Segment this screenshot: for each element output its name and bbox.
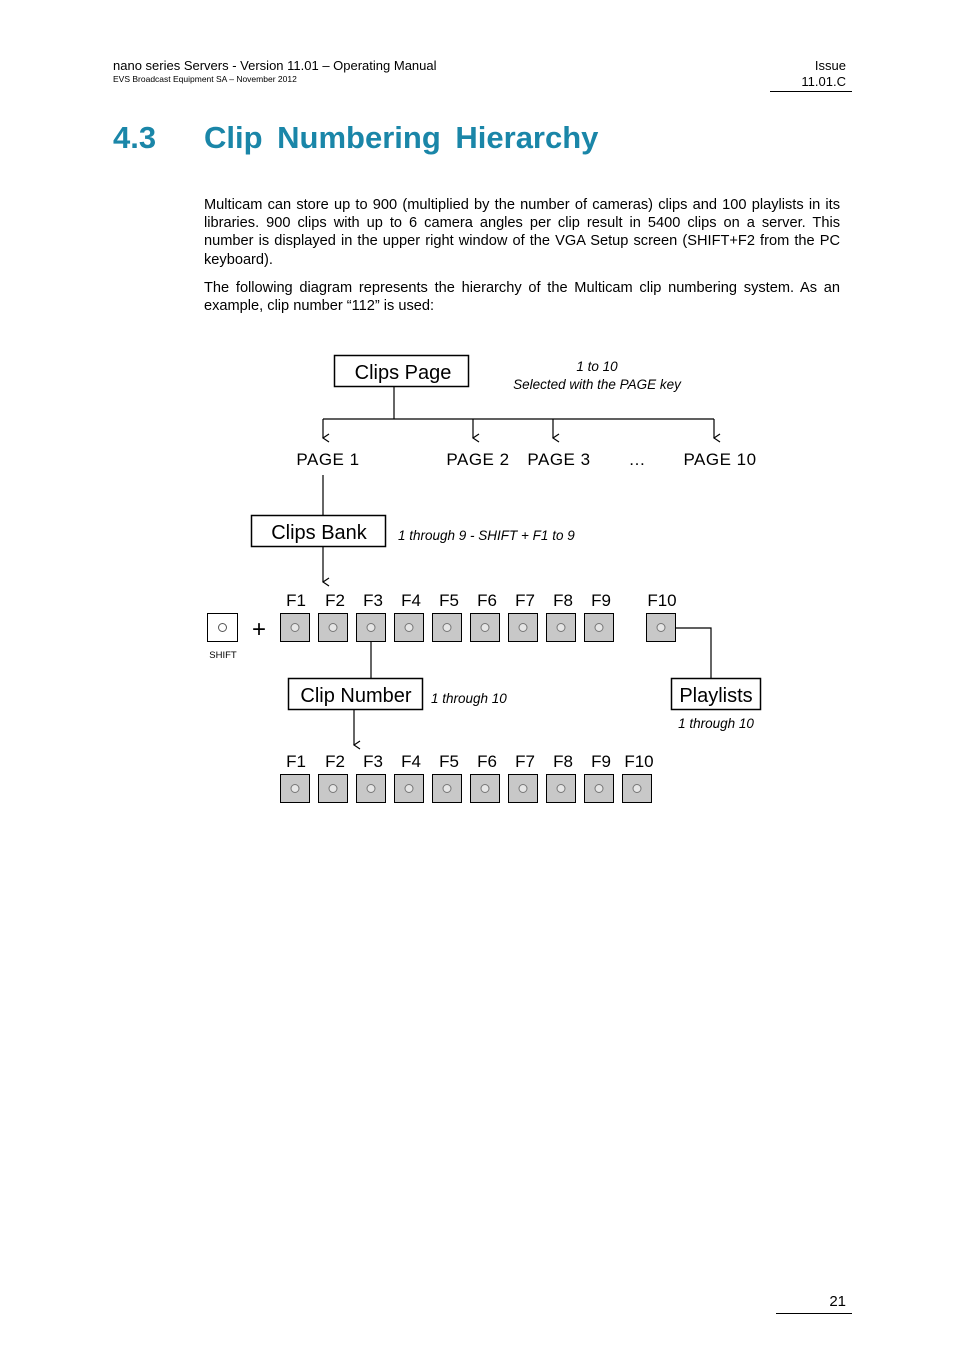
page-tree-lines	[323, 387, 714, 438]
fkey-label: F3	[363, 752, 383, 771]
fkey-label: F8	[553, 591, 573, 610]
clip-number-note: 1 through 10	[431, 691, 507, 706]
playlists-label: Playlists	[679, 685, 753, 707]
fkey-label: F1	[286, 752, 306, 771]
fkey-button	[585, 614, 614, 642]
fkey-labels-bottom	[286, 752, 654, 771]
fkey-label: F9	[591, 752, 611, 771]
fkey-button	[547, 614, 576, 642]
fkey-button	[395, 775, 424, 803]
fkey-label: F2	[325, 752, 345, 771]
section-number: 4.3	[113, 120, 157, 155]
fkey-label: F5	[439, 591, 459, 610]
clips-page-label: Clips Page	[354, 362, 452, 384]
clips-bank-box	[252, 516, 386, 547]
clip-number-box	[289, 679, 423, 710]
fkey-button	[471, 775, 500, 803]
paragraph-2: The following diagram represents the hierarchy of the Multicam clip numbering system. As an example, clip number “112” is used:	[204, 280, 840, 315]
fkey-button	[471, 614, 500, 642]
clips-page-box	[335, 356, 469, 387]
clips-page-note-range: 1 to 10	[576, 359, 618, 374]
fkey-button	[509, 775, 538, 803]
footer-rule	[776, 1313, 852, 1314]
fkey-button	[319, 775, 348, 803]
page-ellipsis: …	[628, 450, 646, 469]
fkey-label: F6	[477, 591, 497, 610]
fkey-row-bottom	[281, 775, 652, 803]
playlists-note: 1 through 10	[678, 716, 754, 731]
fkey-label: F6	[477, 752, 497, 771]
fkey-labels-top	[286, 591, 677, 610]
page-label: PAGE 3	[527, 450, 591, 469]
clips-bank-note: 1 through 9 - SHIFT + F1 to 9	[398, 528, 575, 543]
clip-number-label: Clip Number	[300, 685, 412, 707]
section-title: Clip Numbering Hierarchy	[204, 120, 599, 155]
page-number: 21	[829, 1293, 846, 1310]
fkey-row-top	[281, 614, 676, 642]
fkey-button	[623, 775, 652, 803]
fkey-label: F5	[439, 752, 459, 771]
header-issue-value: 11.01.C	[801, 74, 846, 89]
clips-bank-label: Clips Bank	[271, 522, 367, 544]
page-label: PAGE 1	[296, 450, 360, 469]
fkey-label: F4	[401, 591, 421, 610]
fkey-button	[433, 614, 462, 642]
fkey-label: F4	[401, 752, 421, 771]
fkey-label: F10	[624, 752, 654, 771]
fkey-button	[281, 614, 310, 642]
page-label: PAGE 10	[683, 450, 757, 469]
paragraph-1: Multicam can store up to 900 (multiplied by the number of cameras) clips and 100 playlists in its libraries. 900 clips with up to 6 camera angles per clip result in 5400 clips on a server. This number is displayed in the upper right window of the VGA Setup screen (SHIFT+F2 from the PC keyboard).	[204, 197, 840, 268]
header-issue-label: Issue	[814, 58, 846, 73]
fkey-button	[509, 614, 538, 642]
fkey-button	[433, 775, 462, 803]
page-label: PAGE 2	[446, 450, 510, 469]
fkey-button	[547, 775, 576, 803]
header-title: nano series Servers - Version 11.01 – Operating Manual	[113, 58, 437, 73]
fkey-button	[395, 614, 424, 642]
fkey-button	[585, 775, 614, 803]
shift-key	[208, 614, 238, 642]
fkey-label: F8	[553, 752, 573, 771]
playlists-box	[672, 679, 761, 710]
fkey-button	[319, 614, 348, 642]
shift-label: SHIFT	[209, 650, 237, 661]
clips-page-note-key: Selected with the PAGE key	[513, 377, 681, 392]
fkey-button	[357, 775, 386, 803]
fkey-button	[647, 614, 676, 642]
fkey-label: F2	[325, 591, 345, 610]
fkey-label: F1	[286, 591, 306, 610]
fkey-label: F7	[515, 752, 535, 771]
plus-sign: +	[251, 616, 267, 643]
fkey-button	[357, 614, 386, 642]
fkey-label: F9	[591, 591, 611, 610]
fkey-label: F3	[363, 591, 383, 610]
fkey-label: F10	[647, 591, 677, 610]
fkey-label: F7	[515, 591, 535, 610]
fkey-button	[281, 775, 310, 803]
header-subtitle: EVS Broadcast Equipment SA – November 2012	[113, 74, 297, 84]
